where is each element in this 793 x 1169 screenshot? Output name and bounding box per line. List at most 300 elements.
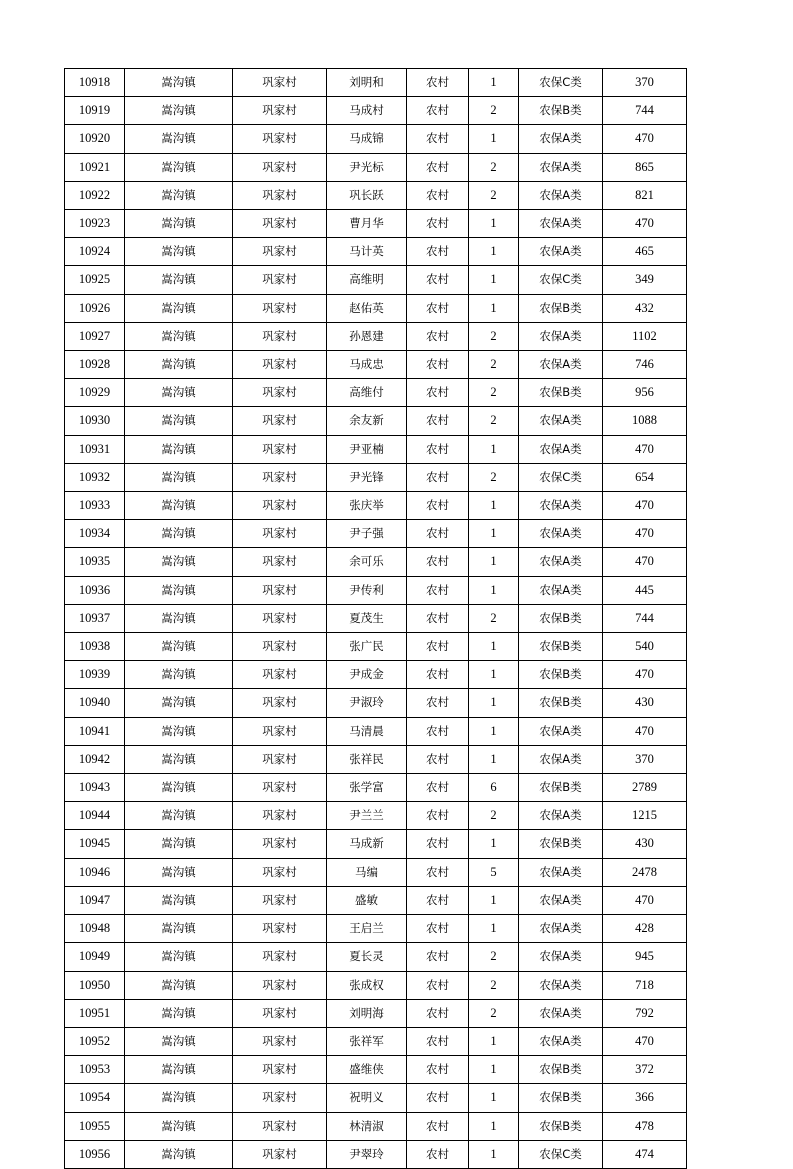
cell-id: 10936	[65, 576, 125, 604]
cell-amount: 540	[603, 633, 687, 661]
cell-id: 10940	[65, 689, 125, 717]
cell-name: 余友新	[327, 407, 407, 435]
cell-town: 嵩沟镇	[125, 181, 233, 209]
cell-count: 2	[469, 463, 519, 491]
cell-amount: 470	[603, 1027, 687, 1055]
cell-id: 10949	[65, 943, 125, 971]
cell-village: 巩家村	[233, 520, 327, 548]
cell-category: 农保B类	[519, 774, 603, 802]
cell-category: 农保B类	[519, 379, 603, 407]
cell-id: 10942	[65, 745, 125, 773]
cell-residence-type: 农村	[407, 1084, 469, 1112]
cell-town: 嵩沟镇	[125, 576, 233, 604]
cell-residence-type: 农村	[407, 181, 469, 209]
cell-amount: 430	[603, 689, 687, 717]
cell-category: 农保A类	[519, 351, 603, 379]
cell-id: 10954	[65, 1084, 125, 1112]
table-row	[65, 69, 687, 97]
cell-village: 巩家村	[233, 463, 327, 491]
cell-residence-type: 农村	[407, 745, 469, 773]
cell-count: 1	[469, 576, 519, 604]
table-row	[65, 915, 687, 943]
cell-amount: 821	[603, 181, 687, 209]
cell-village: 巩家村	[233, 435, 327, 463]
cell-residence-type: 农村	[407, 69, 469, 97]
table-row	[65, 97, 687, 125]
cell-residence-type: 农村	[407, 717, 469, 745]
cell-category: 农保A类	[519, 999, 603, 1027]
cell-amount: 372	[603, 1056, 687, 1084]
cell-id: 10939	[65, 661, 125, 689]
cell-category: 农保A类	[519, 153, 603, 181]
cell-village: 巩家村	[233, 210, 327, 238]
cell-category: 农保C类	[519, 463, 603, 491]
cell-id: 10925	[65, 266, 125, 294]
table-row	[65, 943, 687, 971]
cell-count: 1	[469, 745, 519, 773]
cell-amount: 432	[603, 294, 687, 322]
cell-name: 张成权	[327, 971, 407, 999]
cell-village: 巩家村	[233, 407, 327, 435]
cell-village: 巩家村	[233, 745, 327, 773]
cell-town: 嵩沟镇	[125, 745, 233, 773]
cell-category: 农保A类	[519, 492, 603, 520]
cell-town: 嵩沟镇	[125, 858, 233, 886]
cell-village: 巩家村	[233, 97, 327, 125]
cell-village: 巩家村	[233, 971, 327, 999]
cell-town: 嵩沟镇	[125, 520, 233, 548]
cell-count: 1	[469, 830, 519, 858]
cell-town: 嵩沟镇	[125, 266, 233, 294]
table-row	[65, 238, 687, 266]
cell-name: 马成新	[327, 830, 407, 858]
cell-town: 嵩沟镇	[125, 351, 233, 379]
cell-id: 10929	[65, 379, 125, 407]
cell-id: 10946	[65, 858, 125, 886]
cell-category: 农保B类	[519, 661, 603, 689]
cell-category: 农保A类	[519, 181, 603, 209]
table-row	[65, 604, 687, 632]
cell-village: 巩家村	[233, 153, 327, 181]
cell-count: 1	[469, 238, 519, 266]
cell-id: 10948	[65, 915, 125, 943]
cell-count: 1	[469, 689, 519, 717]
cell-category: 农保A类	[519, 858, 603, 886]
cell-name: 马成锦	[327, 125, 407, 153]
cell-town: 嵩沟镇	[125, 407, 233, 435]
cell-category: 农保A类	[519, 717, 603, 745]
cell-category: 农保C类	[519, 1140, 603, 1168]
cell-count: 2	[469, 943, 519, 971]
cell-name: 马编	[327, 858, 407, 886]
table-row	[65, 1112, 687, 1140]
cell-id: 10933	[65, 492, 125, 520]
cell-id: 10923	[65, 210, 125, 238]
cell-name: 尹翠玲	[327, 1140, 407, 1168]
cell-name: 王启兰	[327, 915, 407, 943]
cell-count: 1	[469, 69, 519, 97]
cell-residence-type: 农村	[407, 915, 469, 943]
cell-category: 农保B类	[519, 689, 603, 717]
cell-name: 刘明和	[327, 69, 407, 97]
cell-name: 高维明	[327, 266, 407, 294]
cell-town: 嵩沟镇	[125, 689, 233, 717]
table-row	[65, 802, 687, 830]
cell-amount: 654	[603, 463, 687, 491]
cell-count: 2	[469, 604, 519, 632]
cell-amount: 470	[603, 661, 687, 689]
cell-amount: 428	[603, 915, 687, 943]
cell-residence-type: 农村	[407, 999, 469, 1027]
cell-residence-type: 农村	[407, 548, 469, 576]
cell-amount: 465	[603, 238, 687, 266]
cell-town: 嵩沟镇	[125, 492, 233, 520]
cell-village: 巩家村	[233, 379, 327, 407]
cell-name: 高维付	[327, 379, 407, 407]
cell-category: 农保B类	[519, 294, 603, 322]
cell-residence-type: 农村	[407, 1140, 469, 1168]
cell-residence-type: 农村	[407, 210, 469, 238]
cell-count: 1	[469, 1084, 519, 1112]
cell-residence-type: 农村	[407, 604, 469, 632]
cell-category: 农保A类	[519, 802, 603, 830]
table-row	[65, 351, 687, 379]
cell-name: 尹成金	[327, 661, 407, 689]
cell-name: 盛敏	[327, 886, 407, 914]
cell-id: 10924	[65, 238, 125, 266]
cell-town: 嵩沟镇	[125, 717, 233, 745]
cell-town: 嵩沟镇	[125, 661, 233, 689]
cell-category: 农保B类	[519, 633, 603, 661]
cell-id: 10928	[65, 351, 125, 379]
cell-town: 嵩沟镇	[125, 774, 233, 802]
cell-town: 嵩沟镇	[125, 210, 233, 238]
cell-category: 农保B类	[519, 830, 603, 858]
cell-count: 1	[469, 492, 519, 520]
cell-amount: 370	[603, 69, 687, 97]
table-row	[65, 576, 687, 604]
cell-amount: 865	[603, 153, 687, 181]
cell-id: 10943	[65, 774, 125, 802]
cell-amount: 474	[603, 1140, 687, 1168]
cell-amount: 956	[603, 379, 687, 407]
cell-count: 1	[469, 661, 519, 689]
cell-residence-type: 农村	[407, 153, 469, 181]
table-row	[65, 548, 687, 576]
cell-amount: 718	[603, 971, 687, 999]
cell-residence-type: 农村	[407, 633, 469, 661]
cell-amount: 470	[603, 435, 687, 463]
cell-village: 巩家村	[233, 689, 327, 717]
cell-name: 巩长跃	[327, 181, 407, 209]
cell-count: 2	[469, 351, 519, 379]
table-row	[65, 435, 687, 463]
cell-category: 农保A类	[519, 915, 603, 943]
cell-category: 农保A类	[519, 576, 603, 604]
cell-category: 农保A类	[519, 548, 603, 576]
cell-count: 2	[469, 971, 519, 999]
cell-village: 巩家村	[233, 548, 327, 576]
cell-count: 1	[469, 915, 519, 943]
cell-amount: 430	[603, 830, 687, 858]
cell-category: 农保A类	[519, 435, 603, 463]
cell-residence-type: 农村	[407, 886, 469, 914]
cell-count: 2	[469, 379, 519, 407]
cell-residence-type: 农村	[407, 520, 469, 548]
cell-village: 巩家村	[233, 125, 327, 153]
cell-town: 嵩沟镇	[125, 153, 233, 181]
cell-name: 张广民	[327, 633, 407, 661]
cell-village: 巩家村	[233, 1140, 327, 1168]
cell-town: 嵩沟镇	[125, 802, 233, 830]
cell-category: 农保C类	[519, 266, 603, 294]
cell-category: 农保B类	[519, 1056, 603, 1084]
cell-name: 马成忠	[327, 351, 407, 379]
cell-town: 嵩沟镇	[125, 830, 233, 858]
cell-village: 巩家村	[233, 604, 327, 632]
cell-residence-type: 农村	[407, 351, 469, 379]
cell-count: 6	[469, 774, 519, 802]
cell-residence-type: 农村	[407, 971, 469, 999]
cell-town: 嵩沟镇	[125, 1027, 233, 1055]
cell-category: 农保C类	[519, 69, 603, 97]
cell-name: 张学富	[327, 774, 407, 802]
cell-residence-type: 农村	[407, 97, 469, 125]
table-row	[65, 463, 687, 491]
cell-id: 10932	[65, 463, 125, 491]
cell-name: 林清淑	[327, 1112, 407, 1140]
cell-count: 2	[469, 322, 519, 350]
cell-residence-type: 农村	[407, 774, 469, 802]
cell-name: 余可乐	[327, 548, 407, 576]
table-row	[65, 181, 687, 209]
table-row	[65, 661, 687, 689]
cell-id: 10947	[65, 886, 125, 914]
cell-name: 尹子强	[327, 520, 407, 548]
table-row	[65, 266, 687, 294]
cell-category: 农保A类	[519, 971, 603, 999]
cell-count: 1	[469, 548, 519, 576]
cell-category: 农保B类	[519, 1084, 603, 1112]
cell-village: 巩家村	[233, 294, 327, 322]
cell-village: 巩家村	[233, 886, 327, 914]
cell-id: 10941	[65, 717, 125, 745]
cell-town: 嵩沟镇	[125, 886, 233, 914]
cell-residence-type: 农村	[407, 689, 469, 717]
cell-name: 马成村	[327, 97, 407, 125]
cell-name: 张祥军	[327, 1027, 407, 1055]
cell-name: 夏长灵	[327, 943, 407, 971]
table-body	[65, 69, 687, 1169]
cell-town: 嵩沟镇	[125, 463, 233, 491]
cell-town: 嵩沟镇	[125, 971, 233, 999]
cell-amount: 744	[603, 97, 687, 125]
cell-amount: 370	[603, 745, 687, 773]
cell-residence-type: 农村	[407, 407, 469, 435]
cell-amount: 470	[603, 125, 687, 153]
cell-town: 嵩沟镇	[125, 943, 233, 971]
cell-category: 农保A类	[519, 1027, 603, 1055]
cell-name: 尹淑玲	[327, 689, 407, 717]
cell-village: 巩家村	[233, 774, 327, 802]
cell-town: 嵩沟镇	[125, 322, 233, 350]
cell-amount: 1215	[603, 802, 687, 830]
table-row	[65, 971, 687, 999]
cell-count: 5	[469, 858, 519, 886]
cell-id: 10919	[65, 97, 125, 125]
cell-name: 祝明义	[327, 1084, 407, 1112]
cell-count: 1	[469, 210, 519, 238]
cell-village: 巩家村	[233, 1084, 327, 1112]
cell-count: 2	[469, 407, 519, 435]
cell-town: 嵩沟镇	[125, 1140, 233, 1168]
cell-village: 巩家村	[233, 1027, 327, 1055]
cell-amount: 470	[603, 520, 687, 548]
cell-town: 嵩沟镇	[125, 604, 233, 632]
cell-count: 2	[469, 181, 519, 209]
cell-category: 农保B类	[519, 97, 603, 125]
cell-village: 巩家村	[233, 943, 327, 971]
cell-town: 嵩沟镇	[125, 548, 233, 576]
cell-residence-type: 农村	[407, 125, 469, 153]
table-row	[65, 999, 687, 1027]
cell-residence-type: 农村	[407, 435, 469, 463]
cell-village: 巩家村	[233, 322, 327, 350]
cell-village: 巩家村	[233, 1112, 327, 1140]
cell-count: 1	[469, 717, 519, 745]
cell-amount: 470	[603, 492, 687, 520]
cell-name: 尹传利	[327, 576, 407, 604]
cell-name: 尹兰兰	[327, 802, 407, 830]
cell-name: 马计英	[327, 238, 407, 266]
cell-town: 嵩沟镇	[125, 125, 233, 153]
table-row	[65, 689, 687, 717]
cell-category: 农保A类	[519, 943, 603, 971]
cell-amount: 478	[603, 1112, 687, 1140]
cell-residence-type: 农村	[407, 1056, 469, 1084]
cell-town: 嵩沟镇	[125, 69, 233, 97]
cell-amount: 470	[603, 210, 687, 238]
cell-residence-type: 农村	[407, 492, 469, 520]
table-row	[65, 717, 687, 745]
cell-count: 2	[469, 153, 519, 181]
table-row	[65, 745, 687, 773]
cell-category: 农保A类	[519, 407, 603, 435]
cell-residence-type: 农村	[407, 858, 469, 886]
cell-name: 马清晨	[327, 717, 407, 745]
cell-count: 2	[469, 97, 519, 125]
cell-amount: 746	[603, 351, 687, 379]
cell-name: 尹亚楠	[327, 435, 407, 463]
cell-category: 农保A类	[519, 745, 603, 773]
cell-id: 10955	[65, 1112, 125, 1140]
cell-name: 尹光标	[327, 153, 407, 181]
cell-village: 巩家村	[233, 915, 327, 943]
cell-id: 10922	[65, 181, 125, 209]
cell-category: 农保A类	[519, 210, 603, 238]
cell-village: 巩家村	[233, 633, 327, 661]
cell-residence-type: 农村	[407, 463, 469, 491]
table-row	[65, 1140, 687, 1168]
table-row	[65, 520, 687, 548]
cell-village: 巩家村	[233, 858, 327, 886]
cell-residence-type: 农村	[407, 943, 469, 971]
cell-id: 10927	[65, 322, 125, 350]
cell-amount: 445	[603, 576, 687, 604]
cell-category: 农保A类	[519, 322, 603, 350]
cell-count: 1	[469, 266, 519, 294]
cell-category: 农保A类	[519, 238, 603, 266]
cell-amount: 2789	[603, 774, 687, 802]
cell-amount: 1102	[603, 322, 687, 350]
cell-amount: 366	[603, 1084, 687, 1112]
table-row	[65, 774, 687, 802]
cell-residence-type: 农村	[407, 379, 469, 407]
cell-residence-type: 农村	[407, 830, 469, 858]
cell-village: 巩家村	[233, 238, 327, 266]
cell-name: 孙恩建	[327, 322, 407, 350]
cell-amount: 945	[603, 943, 687, 971]
cell-id: 10935	[65, 548, 125, 576]
cell-amount: 792	[603, 999, 687, 1027]
cell-name: 张庆举	[327, 492, 407, 520]
cell-count: 1	[469, 125, 519, 153]
cell-town: 嵩沟镇	[125, 294, 233, 322]
cell-name: 刘明海	[327, 999, 407, 1027]
cell-residence-type: 农村	[407, 802, 469, 830]
cell-id: 10945	[65, 830, 125, 858]
cell-count: 1	[469, 1027, 519, 1055]
cell-residence-type: 农村	[407, 322, 469, 350]
cell-name: 夏茂生	[327, 604, 407, 632]
cell-amount: 470	[603, 548, 687, 576]
cell-count: 2	[469, 802, 519, 830]
cell-id: 10937	[65, 604, 125, 632]
cell-town: 嵩沟镇	[125, 379, 233, 407]
cell-amount: 470	[603, 886, 687, 914]
cell-name: 赵佑英	[327, 294, 407, 322]
cell-amount: 349	[603, 266, 687, 294]
cell-count: 1	[469, 1140, 519, 1168]
cell-residence-type: 农村	[407, 294, 469, 322]
cell-count: 1	[469, 435, 519, 463]
cell-id: 10934	[65, 520, 125, 548]
cell-id: 10926	[65, 294, 125, 322]
cell-id: 10950	[65, 971, 125, 999]
cell-amount: 470	[603, 717, 687, 745]
table-row	[65, 858, 687, 886]
cell-residence-type: 农村	[407, 576, 469, 604]
table-row	[65, 633, 687, 661]
cell-category: 农保B类	[519, 1112, 603, 1140]
cell-count: 1	[469, 1056, 519, 1084]
cell-town: 嵩沟镇	[125, 1112, 233, 1140]
cell-residence-type: 农村	[407, 238, 469, 266]
cell-residence-type: 农村	[407, 266, 469, 294]
table-row	[65, 294, 687, 322]
table-row	[65, 379, 687, 407]
cell-village: 巩家村	[233, 69, 327, 97]
table-row	[65, 1084, 687, 1112]
cell-village: 巩家村	[233, 802, 327, 830]
cell-id: 10953	[65, 1056, 125, 1084]
cell-amount: 744	[603, 604, 687, 632]
cell-id: 10951	[65, 999, 125, 1027]
cell-category: 农保B类	[519, 604, 603, 632]
cell-id: 10956	[65, 1140, 125, 1168]
table-row	[65, 153, 687, 181]
cell-amount: 2478	[603, 858, 687, 886]
